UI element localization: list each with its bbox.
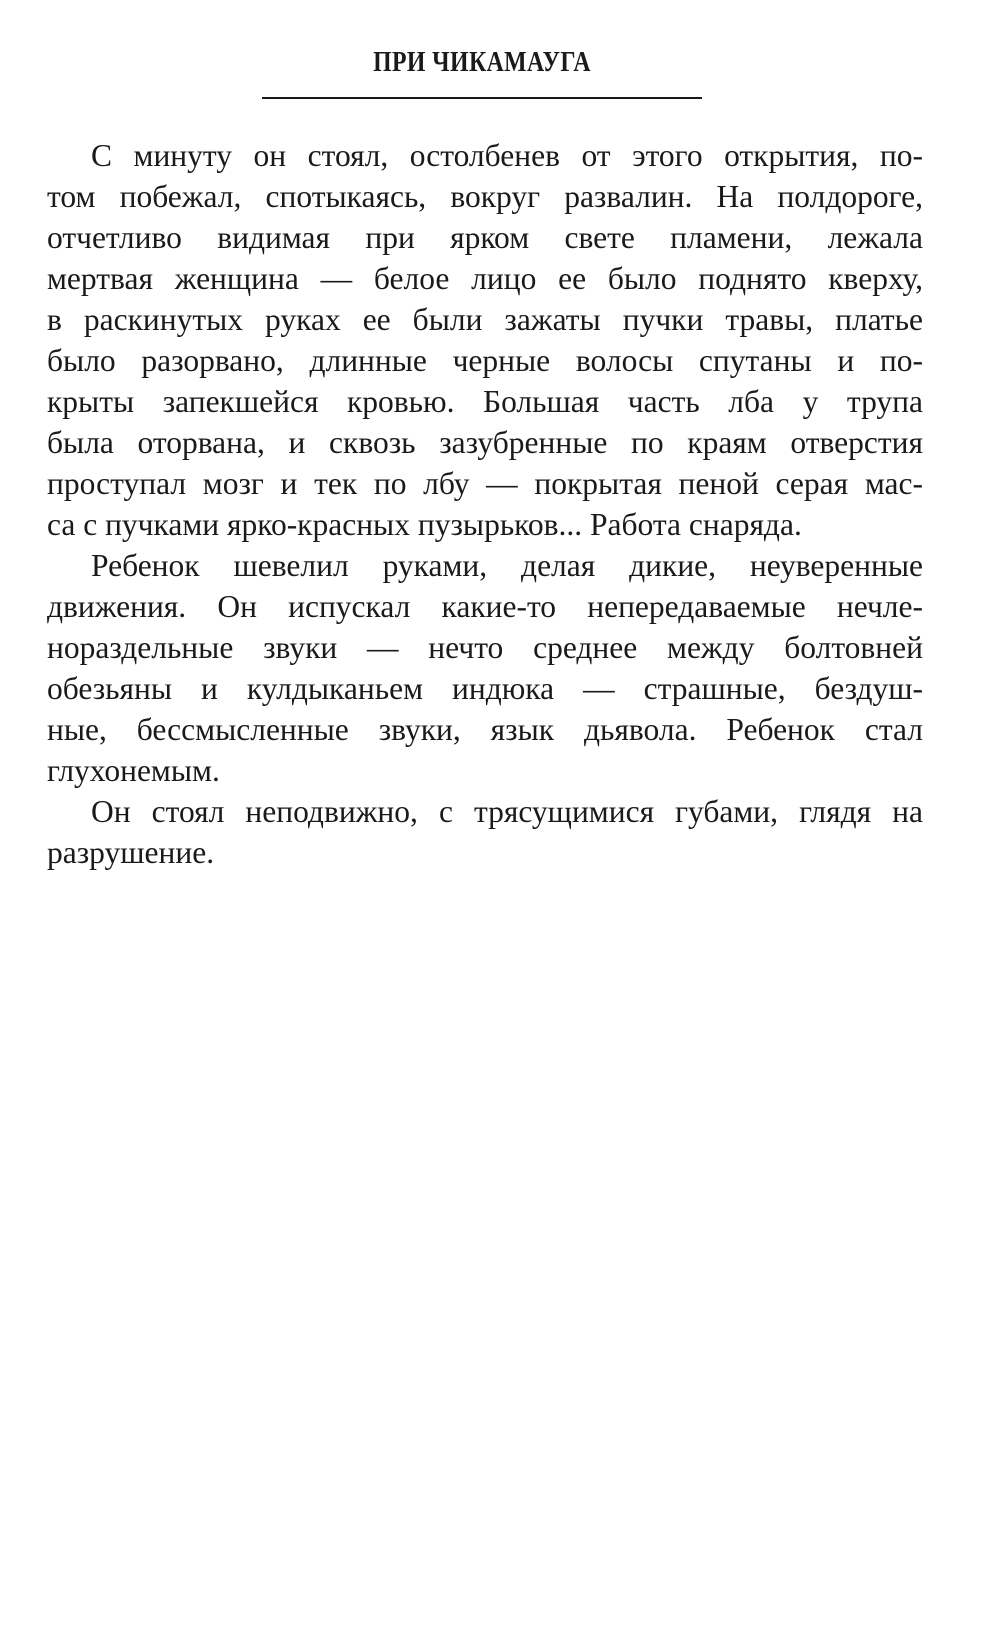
running-title: ПРИ ЧИКАМАУГА <box>373 46 591 78</box>
text-line: глухонемым. <box>47 753 220 788</box>
text-line: С минуту он стоял, остолбенев от этого открытия, по- <box>91 138 923 173</box>
text-line: ные, бессмысленные звуки, язык дьявола. Ребенок стал <box>47 712 923 747</box>
text-line: са с пучками ярко-красных пузырьков... Работа снаряда. <box>47 507 802 542</box>
text-line: проступал мозг и тек по лбу — покрытая пеной серая мас- <box>47 466 923 501</box>
text-line: разрушение. <box>47 835 215 870</box>
text-line: крыты запекшейся кровью. Большая часть лба у трупа <box>47 384 923 419</box>
paragraph-1 <box>47 135 923 545</box>
text-line: нораздельные звуки — нечто среднее между болтовней <box>47 630 923 665</box>
text-line: была оторвана, и сквозь зазубренные по краям отверстия <box>47 425 923 460</box>
paragraph-3 <box>47 791 923 873</box>
text-line: Он стоял неподвижно, с трясущимися губами, глядя на <box>91 794 923 829</box>
paragraph-2 <box>47 545 923 791</box>
text-line: Ребенок шевелил руками, делая дикие, неуверенные <box>91 548 923 583</box>
text-line: движения. Он испускал какие-то непередаваемые нечле- <box>47 589 923 624</box>
header-rule <box>262 97 702 99</box>
text-line: мертвая женщина — белое лицо ее было поднято кверху, <box>47 261 923 296</box>
text-line: том побежал, спотыкаясь, вокруг развалин. На полдороге, <box>47 179 923 214</box>
body-text <box>47 135 923 873</box>
text-line: отчетливо видимая при ярком свете пламени, лежала <box>47 220 923 255</box>
text-line: в раскинутых руках ее были зажаты пучки травы, платье <box>47 302 923 337</box>
text-line: было разорвано, длинные черные волосы спутаны и по- <box>47 343 923 378</box>
text-line: обезьяны и кулдыканьем индюка — страшные, бездуш- <box>47 671 923 706</box>
